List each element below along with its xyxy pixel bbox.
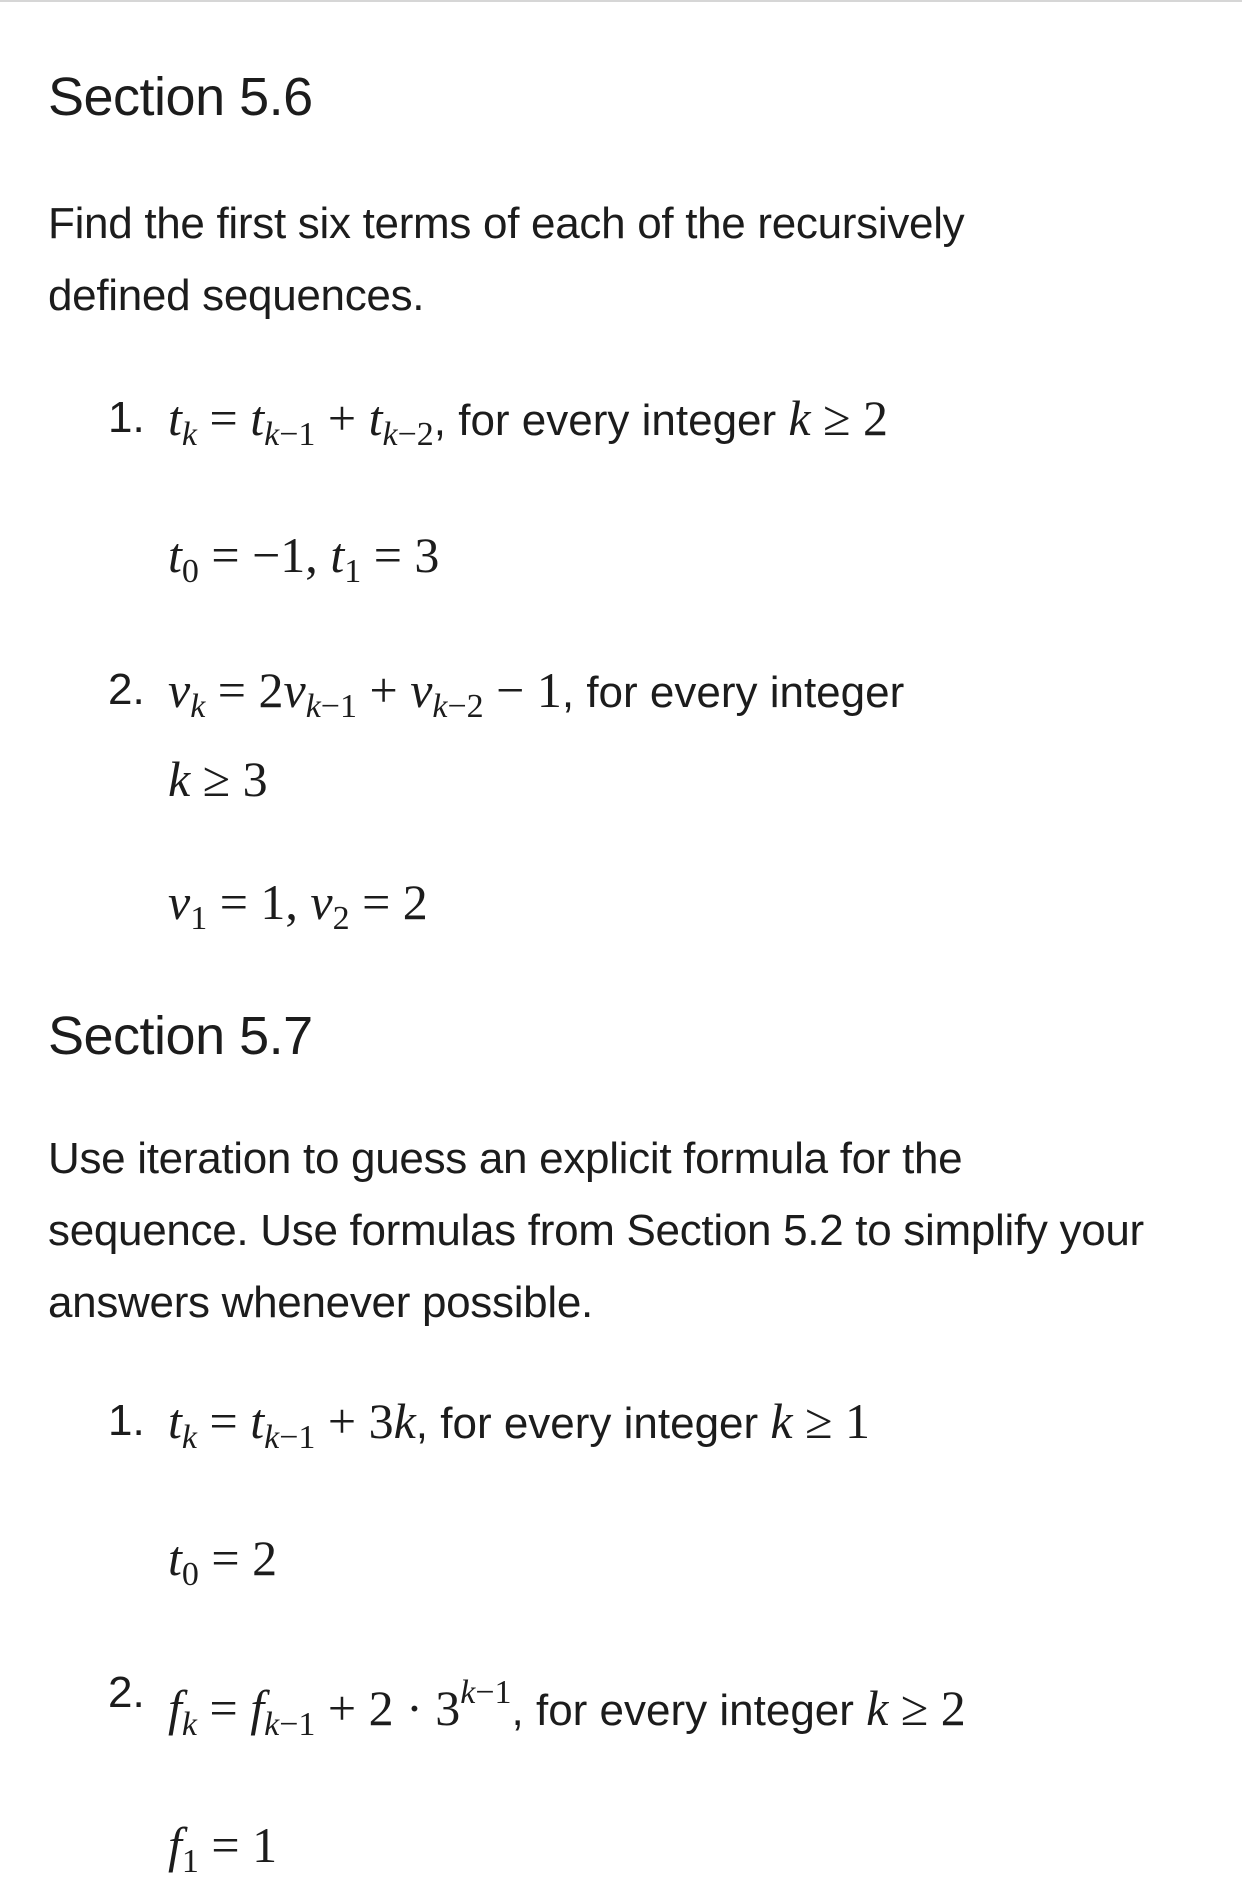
problem-5-7-1 xyxy=(48,1385,1198,1474)
problem-number: 1. xyxy=(108,393,145,442)
initial-conditions: $f_1 = 1$ xyxy=(168,1817,278,1880)
recurrence-formula: $t_k = t_{k-1} + t_{k-2}$ xyxy=(168,390,434,453)
section-5-7-instructions: Use iteration to guess an explicit formula for the sequence. Use formulas from Section 5.2 to simplify your answers whenever possible. xyxy=(48,1134,1144,1327)
problem-condition-text: , for every integer xyxy=(511,1686,854,1735)
condition-formula: k ≥ 3 xyxy=(168,751,268,807)
problem-condition-text: , for every integer xyxy=(561,668,905,717)
condition-formula: k ≥ 2 xyxy=(788,390,889,446)
problem-5-6-2 xyxy=(48,654,1198,818)
recurrence-formula: $f_k = f_{k-1} + 2 \cdot 3^{k-1}$ xyxy=(168,1674,512,1743)
problem-statement xyxy=(168,1657,1198,1761)
problem-number: 1. xyxy=(108,1396,145,1445)
condition-formula: k ≥ 1 xyxy=(770,1393,871,1449)
problem-statement xyxy=(168,1385,1198,1474)
section-5-7-heading: Section 5.7 xyxy=(48,1006,313,1066)
recurrence-formula: $t_k = t_{k-1} + 3k$ xyxy=(168,1393,416,1456)
document-content xyxy=(48,62,1198,1898)
initial-conditions: $v_1 = 1$, $v_2 = 2$ xyxy=(168,874,428,937)
problem-statement xyxy=(168,382,1198,471)
problem-5-6-1 xyxy=(48,382,1198,471)
section-5-6-heading: Section 5.6 xyxy=(48,67,313,127)
problem-number: 2. xyxy=(108,1668,145,1717)
recurrence-formula: $v_k = 2v_{k-1} + v_{k-2} - 1$ xyxy=(168,662,562,725)
initial-conditions: $t_0 = -1$, $t_1 = 3$ xyxy=(168,527,440,590)
problem-condition-text: , for every integer xyxy=(433,396,777,445)
section-5-6-instructions: Find the first six terms of each of the recursively defined sequences. xyxy=(48,199,965,320)
problem-number: 2. xyxy=(108,665,145,714)
problem-condition-text: , for every integer xyxy=(415,1399,759,1448)
initial-conditions: $t_0 = 2$ xyxy=(168,1530,278,1593)
problem-statement xyxy=(168,654,1198,818)
top-divider xyxy=(0,0,1242,2)
problem-5-7-2 xyxy=(48,1657,1198,1761)
condition-formula: k ≥ 2 xyxy=(866,1680,966,1736)
